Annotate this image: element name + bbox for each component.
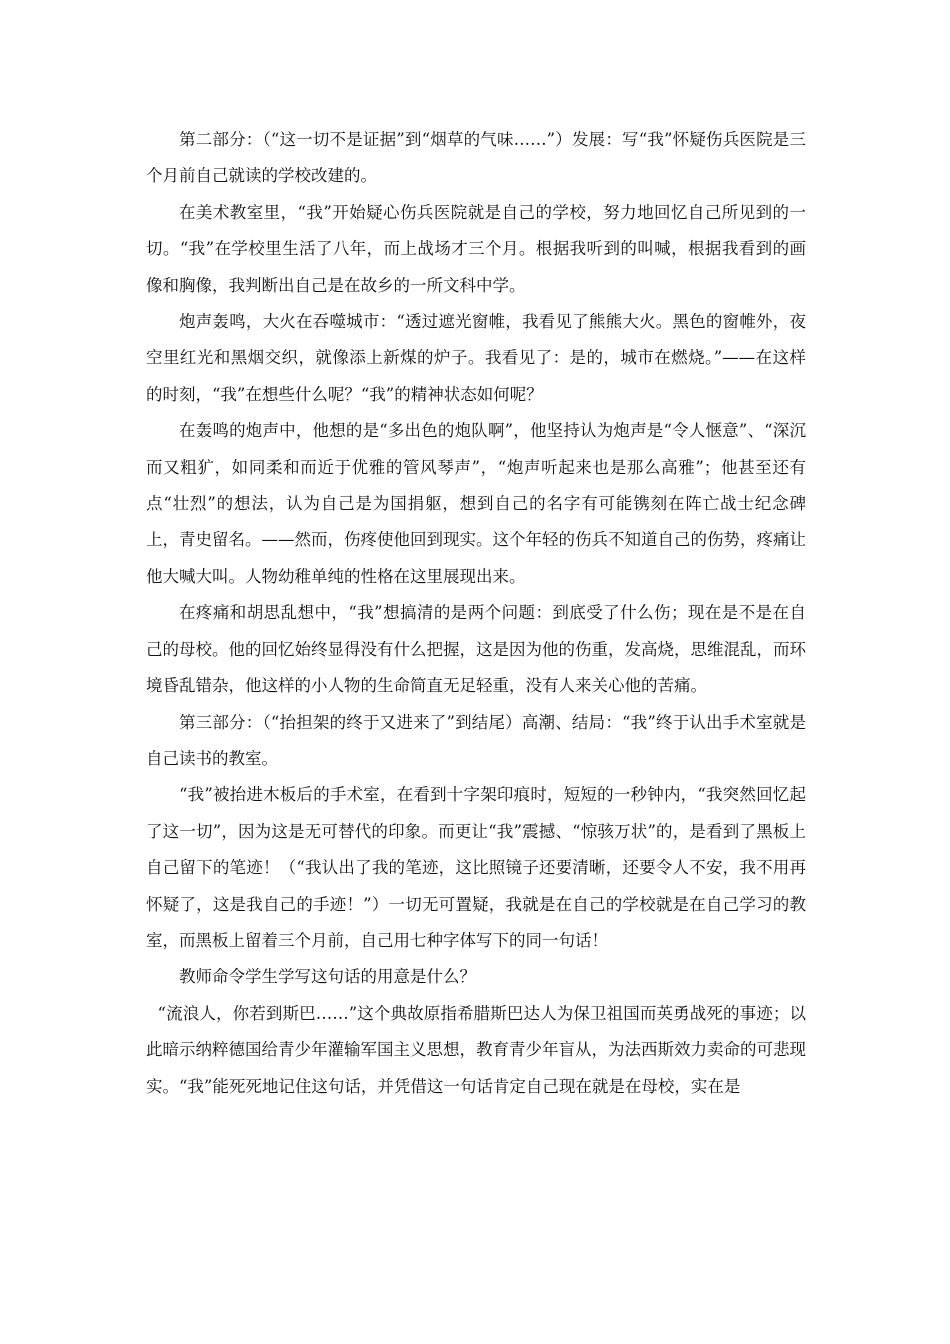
document-body	[146, 122, 806, 1105]
paragraph-part-two-heading: 第二部分：（“这一切不是证据”到“烟草的气味……”）发展：写“我”怀疑伤兵医院是三个月前自己就读的学校改建的。	[146, 130, 806, 186]
paragraph-sparta-allusion: “流浪人，你若到斯巴……”这个典故原指希腊斯巴达人为保卫祖国而英勇战死的事迹；以此暗示纳粹德国给青少年灌输军国主义思想，教育青少年盲从，为法西斯效力卖命的可悲现实。“我”能死死地记住这句话，并凭借这一句话肯定自己现在就是在母校，实在是	[146, 1003, 806, 1096]
paragraph-art-classroom: 在美术教室里，“我”开始疑心伤兵医院就是自己的学校，努力地回忆自己所见到的一切。“我”在学校里生活了八年，而上战场才三个月。根据我听到的叫喊，根据我看到的画像和胸像，我判断出自己是在故乡的一所文科中学。	[146, 202, 806, 295]
paragraph-part-three-heading: 第三部分：（“抬担架的终于又进来了”到结尾）高潮、结局：“我”终于认出手术室就是自己读书的教室。	[146, 712, 806, 768]
paragraph-cannon-thoughts: 在轰鸣的炮声中，他想的是“多出色的炮队啊”，他坚持认为炮声是“令人惬意”、“深沉而又粗犷，如同柔和而近于优雅的管风琴声”，“炮声听起来也是那么高雅”；他甚至还有点“壮烈”的想法，认为自己是为国捐躯，想到自己的名字有可能镌刻在阵亡战士纪念碑上，青史留名。——然而，伤疼使他回到现实。这个年轻的伤兵不知道自己的伤势，疼痛让他大喊大叫。人物幼稚单纯的性格在这里展现出来。	[146, 421, 806, 586]
paragraph-operating-room: “我”被抬进木板后的手术室，在看到十字架印痕时，短短的一秒钟内，“我突然回忆起了这一切”，因为这是无可替代的印象。而更让“我”震撼、“惊骇万状”的，是看到了黑板上自己留下的笔迹！（“我认出了我的笔迹，这比照镜子还要清晰，还要令人不安，我不用再怀疑了，这是我自己的手迹！”）一切无可置疑，我就是在自己的学校就是在自己学习的教室，而黑板上留着三个月前，自己用七种字体写下的同一句话！	[146, 785, 806, 950]
paragraph-city-burning: 炮声轰鸣，大火在吞噬城市：“透过遮光窗帷，我看见了熊熊大火。黑色的窗帷外，夜空里红光和黑烟交织，就像添上新煤的炉子。我看见了：是的，城市在燃烧。”——在这样的时刻，“我”在想些什么呢？“我”的精神状态如何呢？	[146, 312, 806, 404]
paragraph-teacher-question: 教师命令学生学写这句话的用意是什么？	[179, 967, 476, 987]
paragraph-pain-questions: 在疼痛和胡思乱想中，“我”想搞清的是两个问题：到底受了什么伤；现在是不是在自己的母校。他的回忆始终显得没有什么把握，这是因为他的伤重，发高烧，思维混乱，而环境昏乱错杂，他这样的小人物的生命简直无足轻重，没有人来关心他的苦痛。	[146, 603, 806, 696]
